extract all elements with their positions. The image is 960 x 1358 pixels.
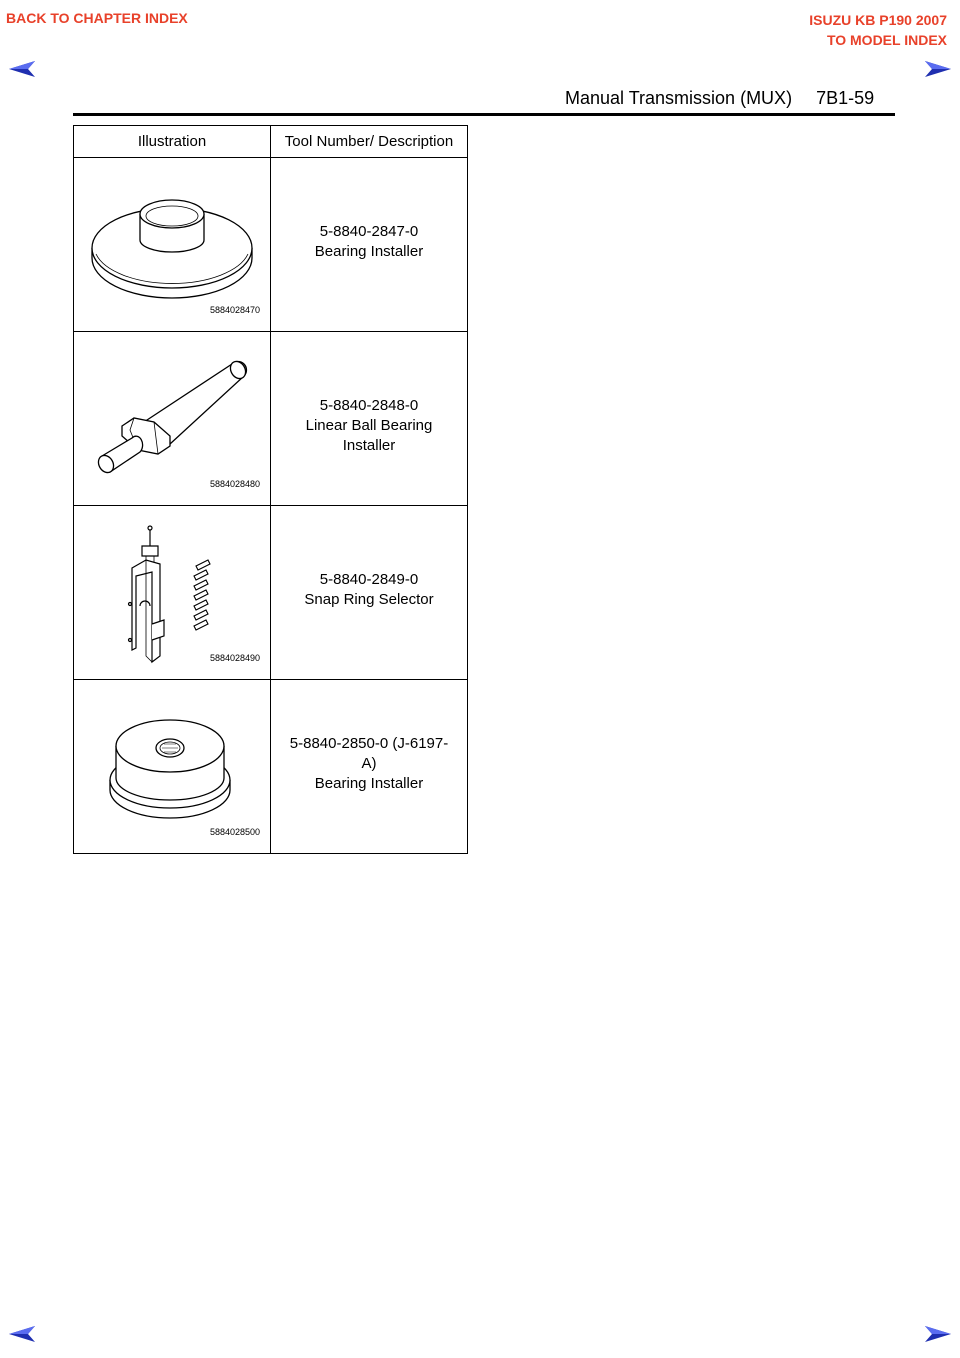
header-divider — [73, 113, 895, 116]
column-header-illustration: Illustration — [74, 126, 271, 158]
tool-number: 5-8840-2850-0 (J-6197- — [289, 735, 449, 752]
tool-description: Bearing Installer — [314, 243, 424, 260]
tool-number: 5-8840-2848-0 — [319, 397, 419, 414]
description-cell — [271, 332, 468, 506]
table-row — [74, 158, 468, 332]
next-page-arrow-icon[interactable] — [924, 1325, 952, 1343]
tool-number: 5-8840-2849-0 — [319, 571, 419, 588]
illustration-cell — [74, 506, 271, 680]
prev-page-arrow-icon[interactable] — [8, 60, 36, 78]
model-index-link[interactable] — [809, 10, 947, 50]
special-tools-table — [73, 125, 468, 854]
table-row — [74, 332, 468, 506]
back-to-chapter-index-link[interactable]: BACK TO CHAPTER INDEX — [6, 10, 188, 26]
illustration-cell — [74, 158, 271, 332]
table-row — [74, 680, 468, 854]
description-cell — [271, 506, 468, 680]
model-title: ISUZU KB P190 2007 — [809, 12, 947, 28]
description-cell — [271, 158, 468, 332]
tool-description: Bearing Installer — [314, 775, 424, 792]
description-cell — [271, 680, 468, 854]
tool-description-continued: Installer — [342, 437, 396, 454]
next-page-arrow-icon[interactable] — [924, 60, 952, 78]
tool-number-continued: A) — [361, 755, 377, 772]
tool-description: Snap Ring Selector — [304, 591, 434, 608]
column-header-description: Tool Number/ Description — [271, 126, 468, 158]
page-number: 7B1-59 — [816, 88, 875, 108]
prev-page-arrow-icon[interactable] — [8, 1325, 36, 1343]
illustration-cell — [74, 332, 271, 506]
illustration-code: 5884028480 — [209, 479, 260, 489]
illustration-code: 5884028500 — [209, 827, 260, 837]
table-row — [74, 506, 468, 680]
to-model-index: TO MODEL INDEX — [826, 32, 947, 48]
tool-description: Linear Ball Bearing — [305, 417, 433, 434]
illustration-cell — [74, 680, 271, 854]
table-header-row — [74, 126, 468, 158]
page-header — [565, 88, 874, 109]
section-title: Manual Transmission (MUX) — [565, 88, 793, 108]
tool-number: 5-8840-2847-0 — [319, 223, 419, 240]
illustration-code: 5884028490 — [209, 653, 260, 663]
illustration-code: 5884028470 — [209, 305, 260, 315]
